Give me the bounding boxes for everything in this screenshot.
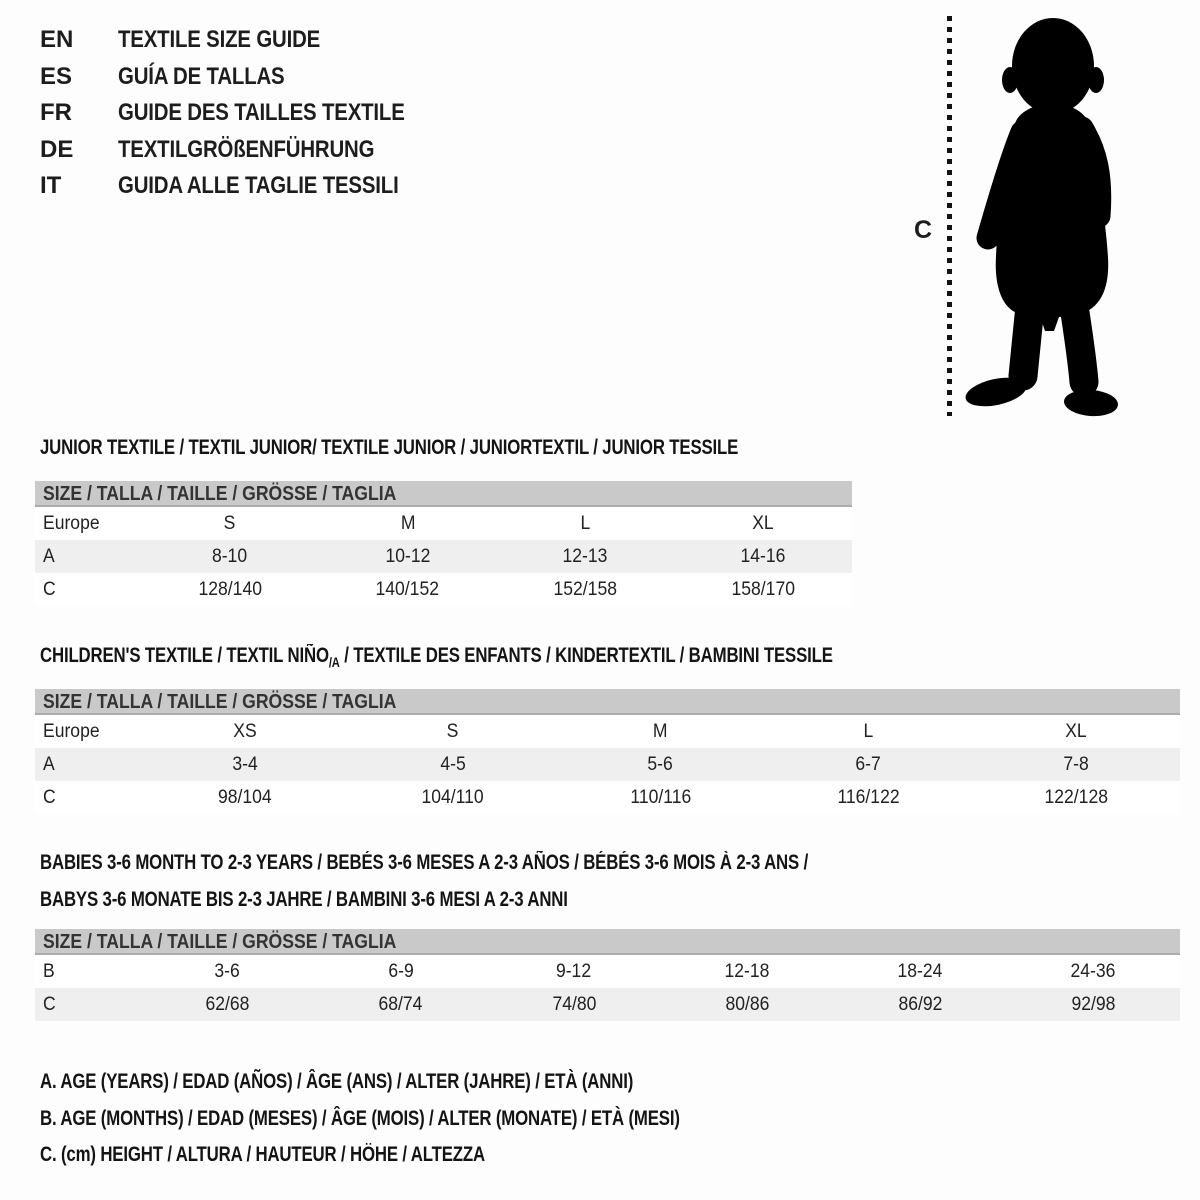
age-cell: 8-10	[212, 545, 248, 567]
height-cell: 104/110	[421, 786, 484, 808]
height-cell: 152/158	[553, 578, 618, 600]
age-cell: 12-13	[562, 545, 608, 567]
size-cell: XL	[752, 512, 774, 534]
size-cell: L	[863, 720, 874, 742]
language-title-list	[40, 22, 455, 205]
age-cell: 10-12	[385, 545, 431, 567]
height-measure-label: C	[914, 216, 933, 244]
baby-silhouette-icon	[958, 14, 1148, 422]
row-label: Europe	[43, 720, 100, 742]
height-cell: 74/80	[551, 993, 596, 1015]
language-row	[40, 59, 455, 96]
language-row	[40, 95, 455, 132]
legend-note-c: C. (cm) HEIGHT / ALTURA / HAUTEUR / HÖHE / ALTEZZA	[40, 1143, 485, 1166]
height-cell: 140/152	[375, 578, 440, 600]
language-title: GUIDA ALLE TAGLIE TESSILI	[118, 172, 399, 199]
height-cell: 68/74	[378, 993, 423, 1015]
row-label: C	[43, 786, 56, 808]
height-cell: 128/140	[198, 578, 262, 600]
junior-heading-text: JUNIOR TEXTILE / TEXTIL JUNIOR/ TEXTILE JUNIOR / JUNIORTEXTIL / JUNIOR TESSILE	[40, 436, 739, 459]
height-cell: 92/98	[1071, 993, 1116, 1015]
junior-size-table	[35, 481, 852, 606]
table-row-age	[35, 540, 852, 573]
age-cell: 14-16	[740, 545, 786, 567]
babies-size-table	[35, 929, 1180, 1021]
language-title: GUIDE DES TAILLES TEXTILE	[118, 99, 405, 126]
size-cell: M	[653, 720, 668, 742]
children-size-table	[35, 689, 1180, 814]
row-label: C	[43, 993, 56, 1015]
height-cell: 98/104	[218, 786, 272, 808]
language-title: TEXTILE SIZE GUIDE	[118, 26, 321, 53]
row-label: B	[43, 960, 55, 982]
table-row-height	[35, 781, 1180, 814]
language-code: FR	[40, 99, 72, 126]
language-row	[40, 22, 455, 59]
age-cell: 12-18	[724, 960, 770, 982]
height-cell: 62/68	[205, 993, 250, 1015]
age-cell: 6-7	[855, 753, 881, 775]
language-code: DE	[40, 135, 74, 163]
height-cell: 116/122	[837, 786, 900, 808]
babies-section-heading-line1: BABIES 3-6 MONTH TO 2-3 YEARS / BEBÉS 3-6 MESES A 2-3 AÑOS / BÉBÉS 3-6 MOIS À 2-3 ANS /	[40, 851, 809, 874]
size-cell: L	[580, 512, 591, 534]
children-section-heading	[40, 644, 1031, 670]
language-title: GUÍA DE TALLAS	[118, 62, 285, 90]
height-cell: 158/170	[731, 578, 795, 600]
age-cell: 4-5	[440, 753, 466, 775]
row-label: A	[43, 753, 55, 775]
table-row-height	[35, 988, 1180, 1021]
height-cell: 80/86	[725, 993, 770, 1015]
table-row-age-months	[35, 955, 1180, 988]
age-cell: 5-6	[647, 753, 674, 775]
height-measure-dashed-line	[947, 16, 952, 416]
language-title: TEXTILGRÖßENFÜHRUNG	[118, 135, 375, 163]
age-cell: 24-36	[1070, 960, 1116, 982]
children-table-header: SIZE / TALLA / TAILLE / GRÖSSE / TAGLIA	[35, 689, 1180, 715]
language-code: IT	[40, 172, 62, 199]
size-cell: S	[224, 512, 236, 534]
babies-section-heading-line2: BABYS 3-6 MONATE BIS 2-3 JAHRE / BAMBINI 3-6 MESI A 2-3 ANNI	[40, 888, 568, 911]
size-cell: XL	[1065, 720, 1087, 742]
language-code: EN	[40, 26, 74, 53]
height-cell: 86/92	[898, 993, 943, 1015]
children-heading-text: CHILDREN'S TEXTILE / TEXTIL $NIÑO_{/A}$ / TEXTILE DES ENFANTS / KINDERTEXTIL / BAMBINI TESSILE	[40, 644, 833, 671]
table-row-height	[35, 573, 852, 606]
age-cell: 18-24	[897, 960, 943, 982]
age-cell: 6-9	[388, 960, 414, 982]
height-cell: 122/128	[1044, 786, 1108, 808]
legend-note-b: B. AGE (MONTHS) / EDAD (MESES) / ÂGE (MOIS) / ALTER (MONATE) / ETÀ (MESI)	[40, 1107, 680, 1130]
age-cell: 7-8	[1063, 753, 1089, 775]
size-cell: S	[446, 720, 459, 742]
junior-section-heading	[40, 436, 913, 460]
size-cell: XS	[233, 720, 257, 742]
language-code: ES	[40, 62, 73, 90]
row-label: Europe	[43, 512, 100, 534]
age-cell: 9-12	[556, 960, 592, 982]
legend-note-a: A. AGE (YEARS) / EDAD (AÑOS) / ÂGE (ANS) / ALTER (JAHRE) / ETÀ (ANNI)	[40, 1070, 634, 1093]
height-cell: 110/116	[630, 786, 691, 808]
age-cell: 3-6	[214, 960, 241, 982]
table-row-europe	[35, 715, 1180, 748]
junior-table-header: SIZE / TALLA / TAILLE / GRÖSSE / TAGLIA	[35, 481, 852, 507]
language-row	[40, 168, 455, 205]
language-row	[40, 132, 455, 169]
age-cell: 3-4	[232, 753, 258, 775]
size-cell: M	[400, 512, 415, 534]
table-row-europe	[35, 507, 852, 540]
heading-subscript: /A	[328, 654, 340, 671]
babies-table-header: SIZE / TALLA / TAILLE / GRÖSSE / TAGLIA	[35, 929, 1180, 955]
row-label: A	[43, 545, 55, 567]
table-row-age	[35, 748, 1180, 781]
row-label: C	[43, 578, 56, 600]
